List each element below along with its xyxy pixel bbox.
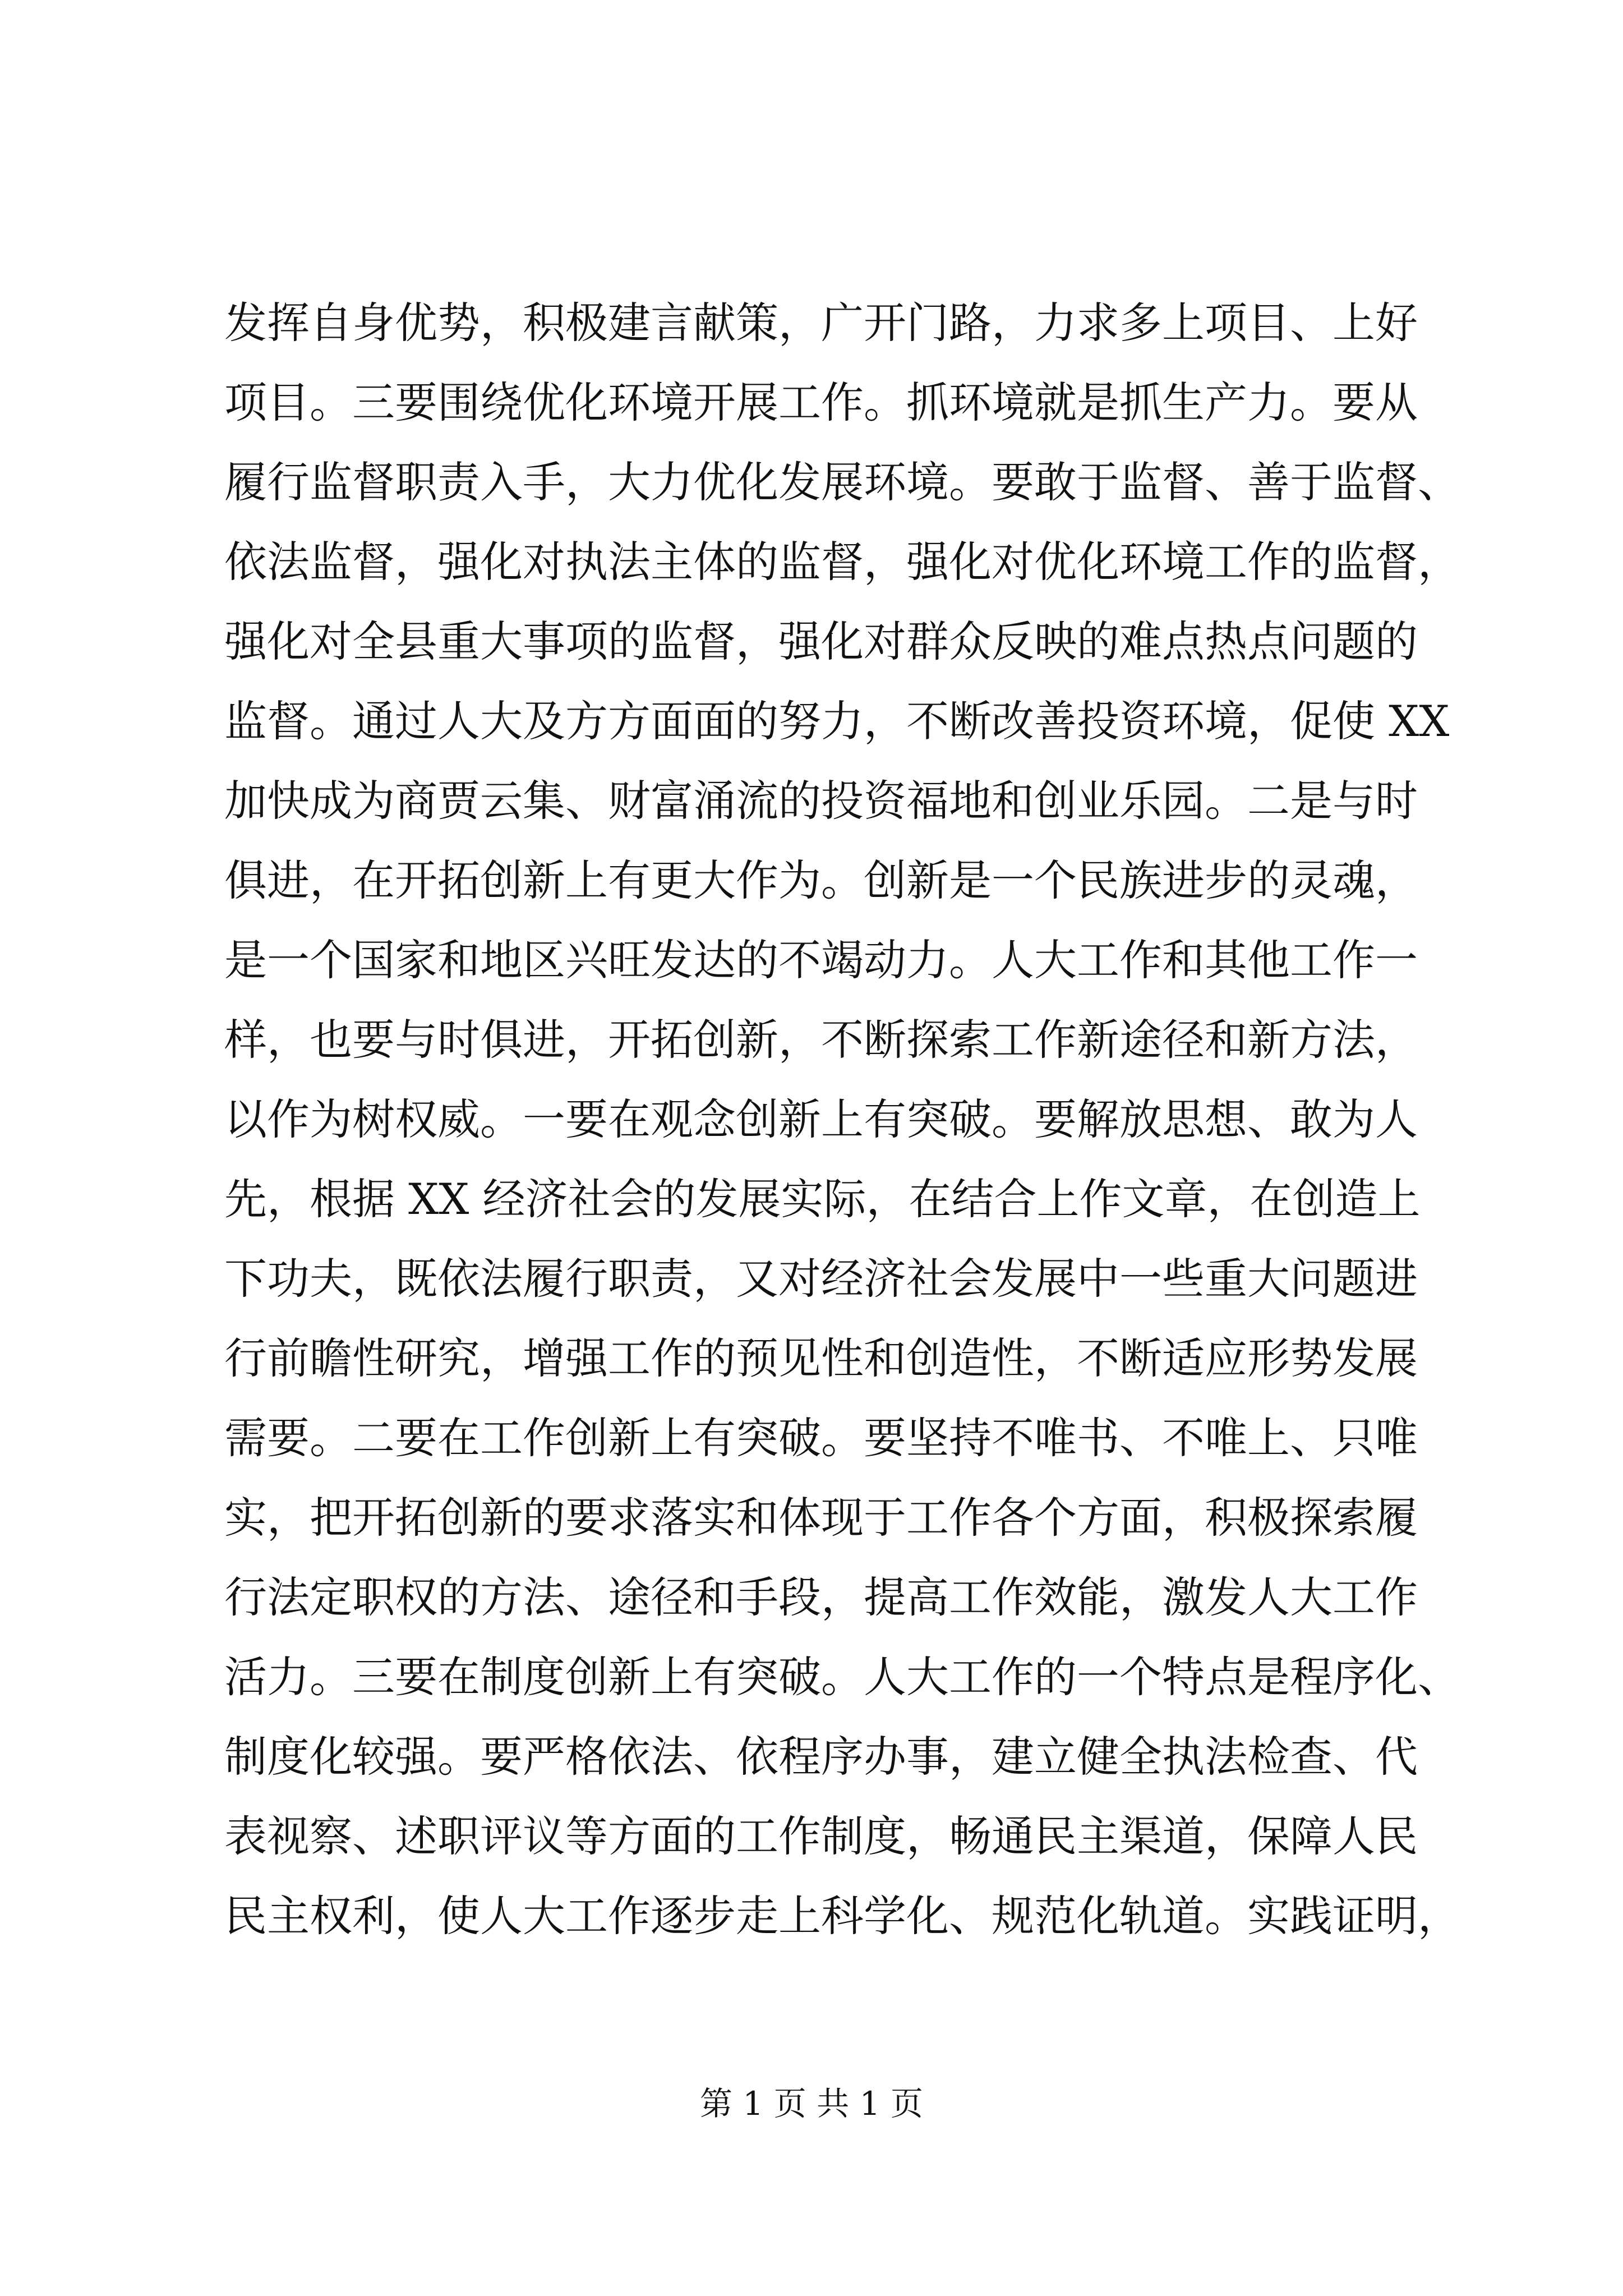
text-line: 发挥自身优势，积极建言献策，广开门路，力求多上项目、上好 [224, 298, 1418, 348]
page-number: 第 1 页 共 1 页 [700, 2085, 923, 2123]
text-line: 强化对全县重大事项的监督，强化对群众反映的难点热点问题的 [224, 616, 1418, 666]
text-line: 实，把开拓创新的要求落实和体现于工作各个方面，积极探索履 [224, 1493, 1418, 1543]
text-line: 表视察、述职评议等方面的工作制度，畅通民主渠道，保障人民 [224, 1811, 1418, 1861]
text-line: 行法定职权的方法、途径和手段，提高工作效能，激发人大工作 [224, 1572, 1418, 1622]
text-line: 制度化较强。要严格依法、依程序办事，建立健全执法检查、代 [224, 1732, 1418, 1782]
text-line: 监督。通过人大及方方面面的努力，不断改善投资环境，促使 XX [224, 696, 1450, 746]
page-footer [0, 2084, 1623, 2123]
text-line: 是一个国家和地区兴旺发达的不竭动力。人大工作和其他工作一 [224, 935, 1418, 985]
text-line: 俱进，在开拓创新上有更大作为。创新是一个民族进步的灵魂， [224, 855, 1418, 905]
text-line: 行前瞻性研究，增强工作的预见性和创造性，不断适应形势发展 [224, 1333, 1418, 1383]
text-line: 先，根据 XX 经济社会的发展实际，在结合上作文章，在创造上 [224, 1174, 1421, 1224]
text-line: 项目。三要围绕优化环境开展工作。抓环境就是抓生产力。要从 [224, 378, 1418, 427]
text-line: 下功夫，既依法履行职责，又对经济社会发展中一些重大问题进 [224, 1254, 1418, 1304]
text-line: 样，也要与时俱进，开拓创新，不断探索工作新途径和新方法， [224, 1015, 1418, 1065]
body-text [224, 283, 1460, 1956]
text-line: 以作为树权威。一要在观念创新上有突破。要解放思想、敢为人 [224, 1094, 1418, 1144]
text-line: 加快成为商贾云集、财富涌流的投资福地和创业乐园。二是与时 [224, 776, 1418, 826]
text-line: 民主权利，使人大工作逐步走上科学化、规范化轨道。实践证明， [224, 1891, 1460, 1941]
text-line: 依法监督，强化对执法主体的监督，强化对优化环境工作的监督， [224, 537, 1460, 587]
text-line: 履行监督职责入手，大力优化发展环境。要敢于监督、善于监督、 [224, 457, 1460, 507]
text-line: 活力。三要在制度创新上有突破。人大工作的一个特点是程序化、 [224, 1652, 1460, 1702]
text-line: 需要。二要在工作创新上有突破。要坚持不唯书、不唯上、只唯 [224, 1413, 1418, 1463]
